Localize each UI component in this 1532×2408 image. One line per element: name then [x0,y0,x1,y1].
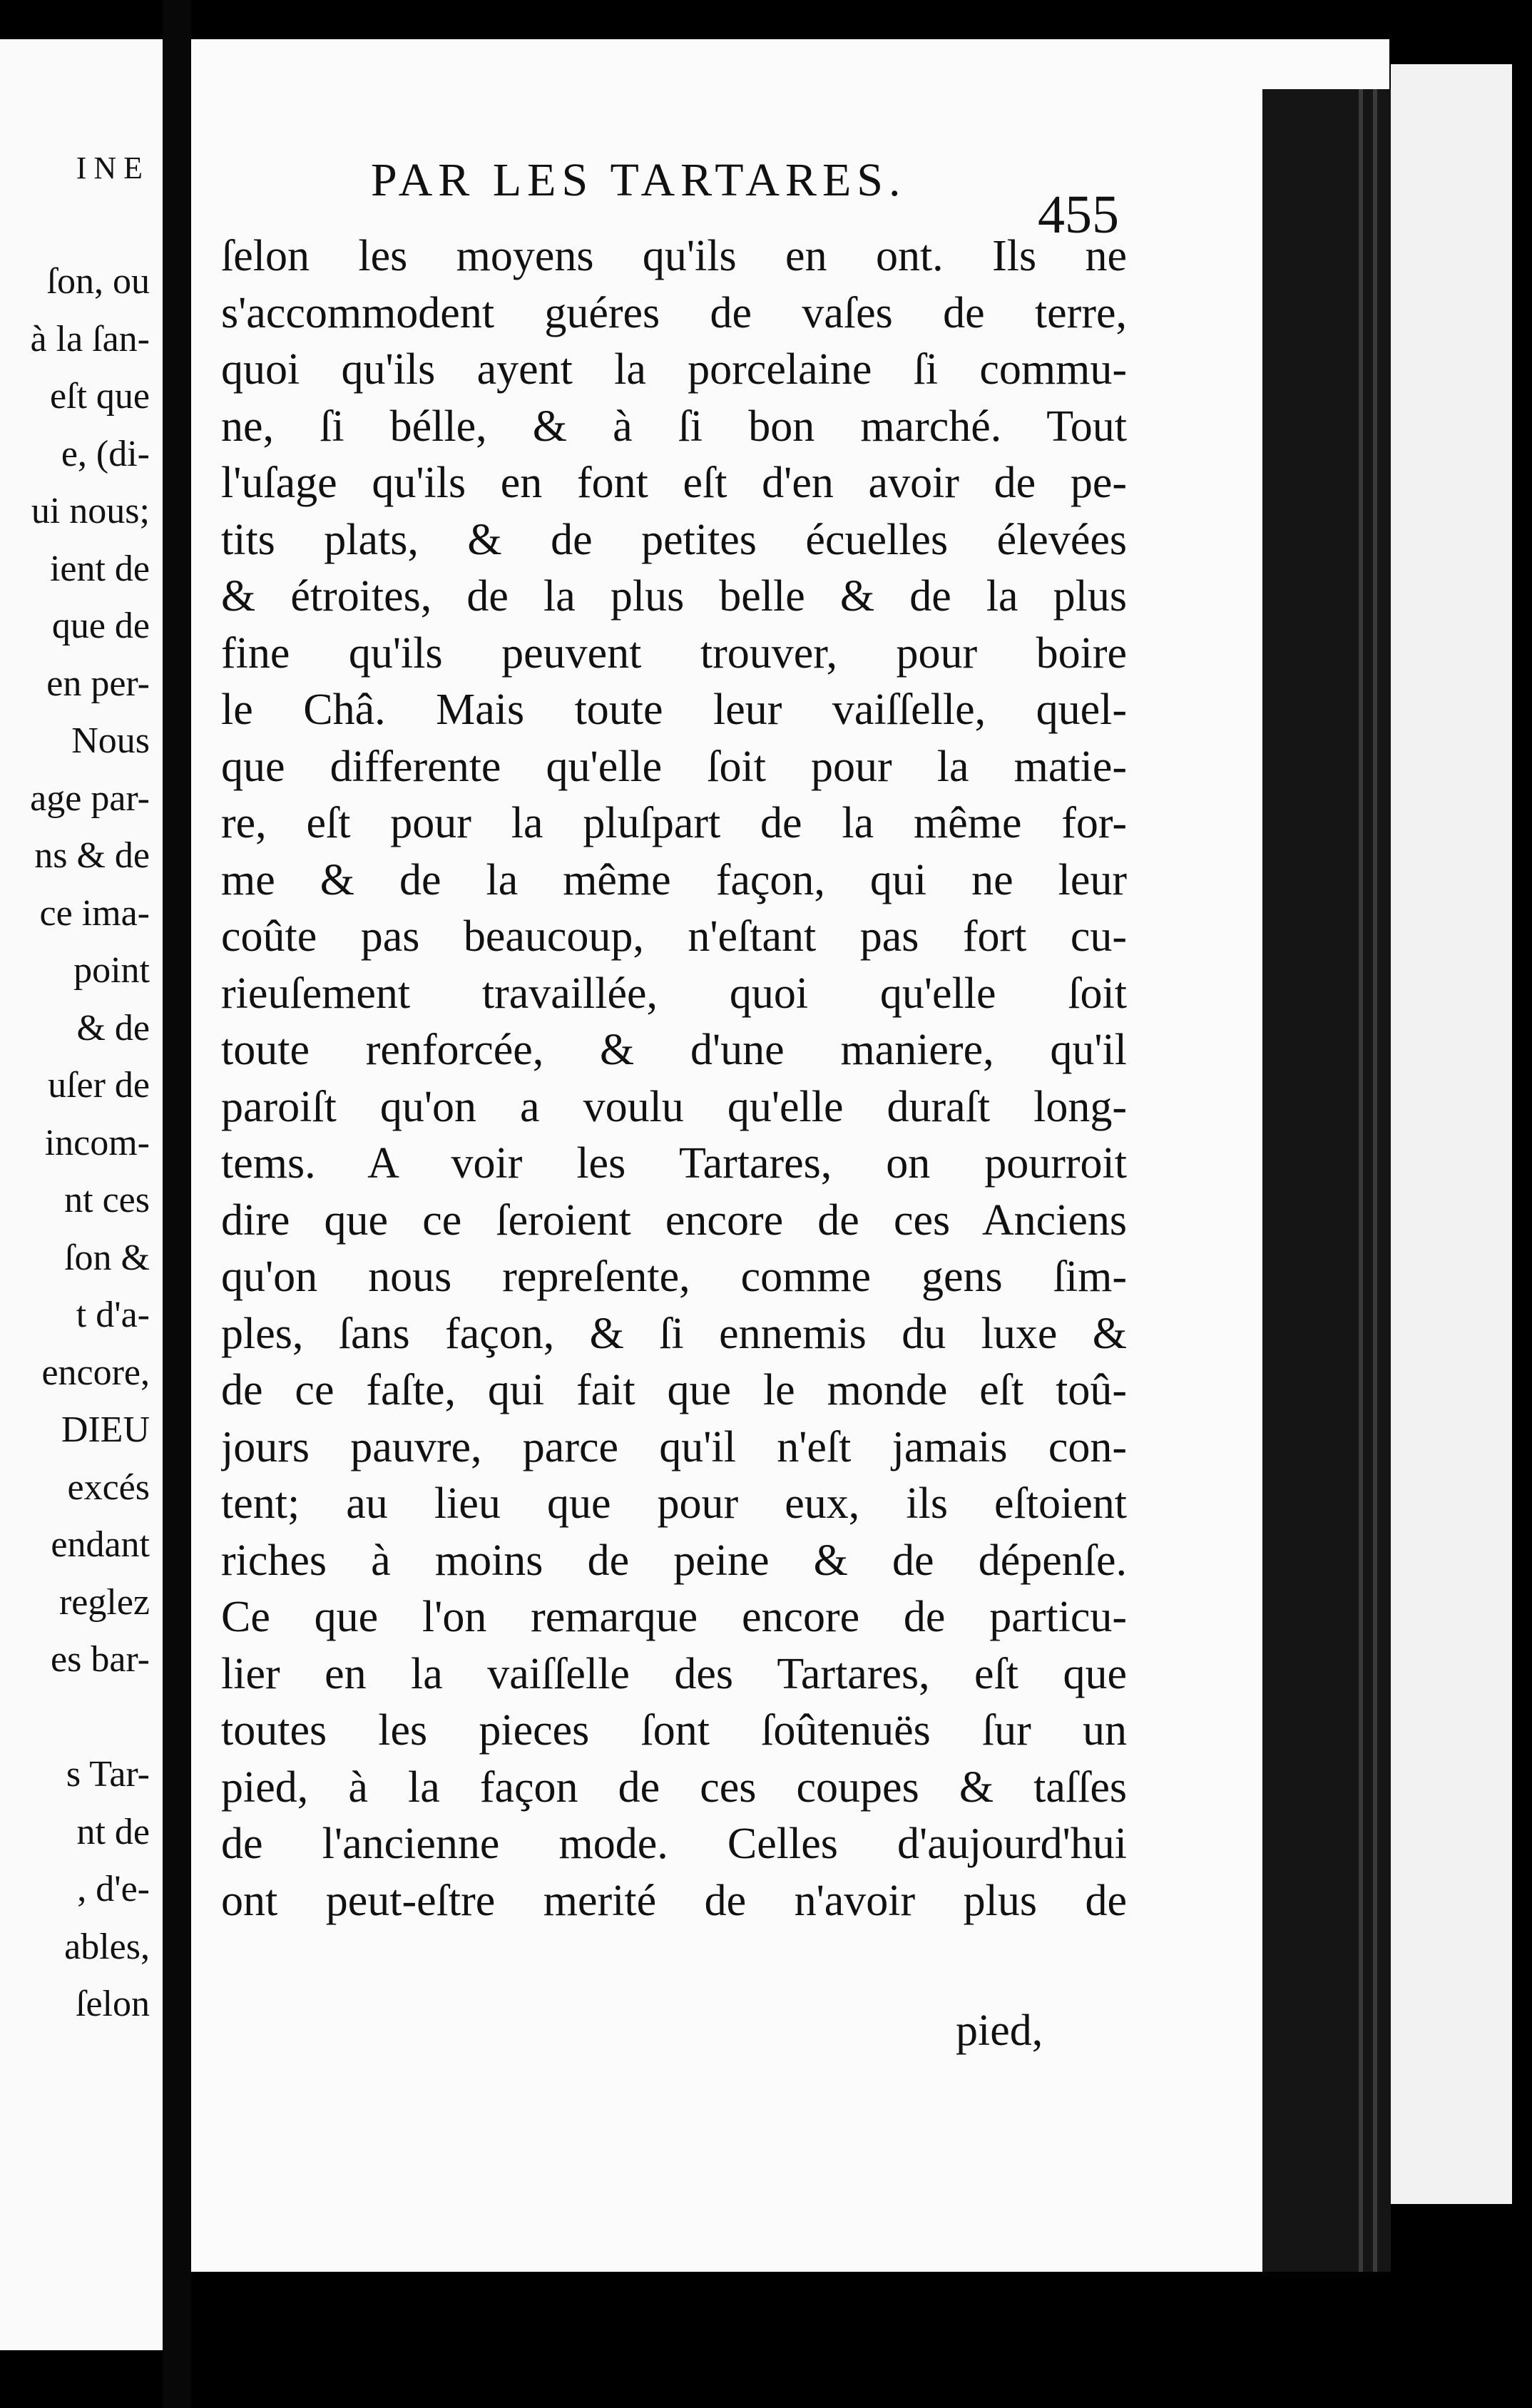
text-line: qu'on nous repreſente, comme gens ſim- [221,1253,1127,1301]
text-line: pied, à la façon de ces coupes & taſſes [221,1762,1127,1812]
left-text-fragment: en per- [46,663,150,704]
body-text [221,228,1127,1929]
left-text-fragment [30,1689,150,1747]
text-line: paroiſt qu'on a voulu qu'elle duraſt long- [221,1082,1127,1131]
text-line: ont peut-eſtre merité de n'avoir plus de [221,1876,1127,1925]
left-text-fragment: nt de [76,1811,150,1852]
left-text-fragment: nt ces [64,1180,150,1220]
text-line: coûte pas beaucoup, n'eſtant pas fort cu- [221,912,1127,961]
text-line: Ce que l'on remarque encore de particu- [221,1593,1127,1641]
page-edge-strip [1373,89,1377,2272]
left-text-fragment: incom- [44,1122,150,1163]
left-text-fragment: endant [51,1524,150,1565]
text-line: de ce faſte, qui fait que le monde eſt toû- [221,1366,1127,1414]
left-text-fragment: ui nous; [31,491,150,531]
left-running-head-fragment: INE [76,150,150,185]
text-line: lier en la vaiſſelle des Tartares, eſt que [221,1649,1127,1698]
left-text-fragment: que de [51,606,150,646]
text-line: jours pauvre, parce qu'il n'eſt jamais con- [221,1422,1127,1471]
left-text-fragment: e, (di- [61,433,150,474]
text-line: que differente qu'elle ſoit pour la matie- [221,742,1127,791]
text-line: dire que ce ſeroient encore de ces Anciens [221,1195,1127,1245]
left-text-fragment: reglez [58,1581,150,1623]
left-text-fragment: encore, [41,1352,150,1393]
text-line: fine qu'ils peuvent trouver, pour boire [221,628,1127,678]
text-line: tits plats, & de petites écuelles élevées [221,515,1127,564]
text-line: toutes les pieces ſont ſoûtenuës ſur un [221,1706,1127,1755]
text-line: me & de la même façon, qui ne leur [221,855,1127,904]
page-number: 455 [1038,185,1119,245]
left-text-fragment: Nous [71,720,150,761]
catchword: pied, [956,2006,1043,2055]
left-text-fragment: ns & de [34,835,150,876]
text-line: ſelon les moyens qu'ils en ont. Ils ne [221,232,1127,280]
left-text-fragment: s Tar- [66,1754,150,1795]
text-line: ples, ſans façon, & ſi ennemis du luxe & [221,1309,1127,1358]
left-text-fragment: t d'a- [76,1295,150,1335]
left-text-fragment: ce ima- [39,892,150,934]
text-line: s'accommodent guéres de vaſes de terre, [221,288,1127,337]
text-line: l'uſage qu'ils en font eſt d'en avoir de pe- [221,459,1127,507]
left-text-fragment: ient de [49,548,150,589]
page-edges-dark [1262,89,1391,2272]
left-text-fragment: ſon, ou [46,261,150,302]
text-line: le Châ. Mais toute leur vaiſſelle, quel- [221,685,1127,734]
left-text-fragment: point [73,950,150,991]
left-text-fragment: eſt que [49,376,150,417]
page-edges-light [1391,64,1512,2204]
book-gutter [163,0,191,2408]
text-line: toute renforcée, & d'une maniere, qu'il [221,1026,1127,1074]
text-line: rieuſement travaillée, quoi qu'elle ſoit [221,969,1127,1018]
left-text-fragment: es bar- [51,1639,150,1680]
left-text-fragment: uſer de [48,1065,150,1106]
left-text-fragment: & de [76,1007,150,1049]
left-text-fragment: ables, [64,1926,150,1967]
text-line: ne, ſi bélle, & à ſi bon marché. Tout [221,402,1127,451]
left-text-fragment: ſelon [76,1984,150,2024]
text-line: quoi qu'ils ayent la porcelaine ſi commu- [221,345,1127,394]
left-text-fragment: age par- [30,777,150,819]
left-text-fragment: DIEU [61,1409,150,1450]
left-text-fragment: , d'e- [77,1869,150,1909]
text-line: tent; au lieu que pour eux, ils eſtoient [221,1479,1127,1528]
text-line: re, eſt pour la pluſpart de la même for- [221,799,1127,847]
running-head: PAR LES TARTARES. [371,154,907,206]
left-page-text-fragments [30,253,150,2034]
left-facing-page [0,39,163,2350]
text-line: & étroites, de la plus belle & de la plus [221,572,1127,621]
left-text-fragment: ſon & [64,1237,150,1278]
text-line: riches à moins de peine & de dépenſe. [221,1536,1127,1585]
page-edge-strip [1359,89,1363,2272]
left-text-fragment: à la ſan- [30,318,150,359]
left-text-fragment: excés [67,1466,150,1508]
text-line: de l'ancienne mode. Celles d'aujourd'hui [221,1820,1127,1868]
text-line: tems. A voir les Tartares, on pourroit [221,1139,1127,1188]
